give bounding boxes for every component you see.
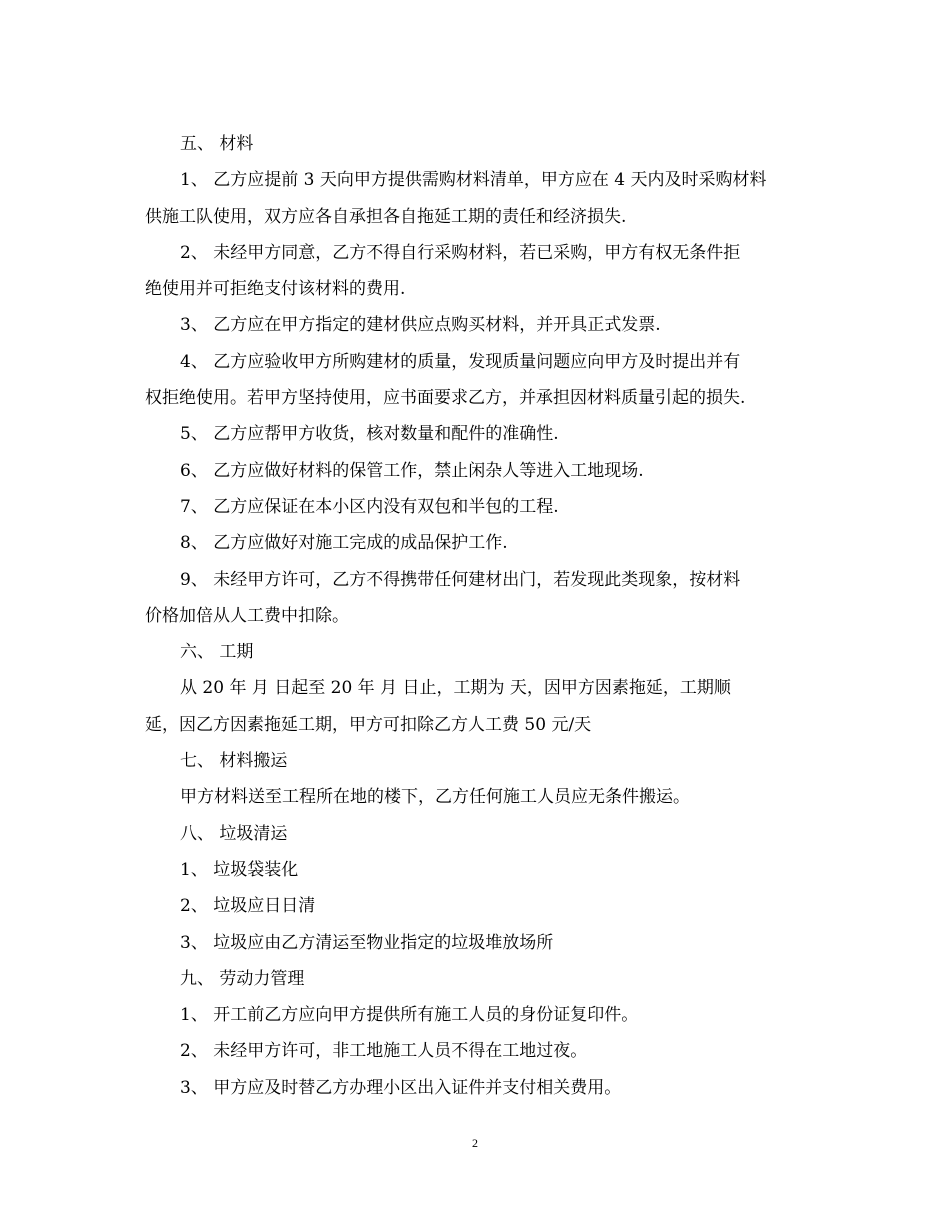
paragraph-line: 2、 垃圾应日日清 — [180, 896, 316, 917]
paragraph-line: 3、 垃圾应由乙方清运至物业指定的垃圾堆放场所 — [180, 932, 554, 953]
paragraph-line: 权拒绝使用。若甲方坚持使用，应书面要求乙方，并承担因材料质量引起的损失. — [145, 388, 746, 409]
section-heading: 九、 劳动力管理 — [180, 968, 305, 989]
paragraph-line: 2、 未经甲方同意，乙方不得自行采购材料，若已采购，甲方有权无条件拒 — [180, 242, 741, 263]
paragraph-line: 5、 乙方应帮甲方收货，核对数量和配件的准确性. — [180, 424, 559, 445]
paragraph-line: 1、 乙方应提前 3 天向甲方提供需购材料清单，甲方应在 4 天内及时采购材料 — [180, 170, 767, 191]
paragraph-line: 供施工队使用，双方应各自承担各自拖延工期的责任和经济损失. — [145, 206, 627, 227]
paragraph-line: 价格加倍从人工费中扣除。 — [145, 605, 349, 626]
paragraph-line: 延，因乙方因素拖延工期，甲方可扣除乙方人工费 50 元/天 — [145, 714, 592, 735]
paragraph-line: 甲方材料送至工程所在地的楼下，乙方任何施工人员应无条件搬运。 — [180, 787, 690, 808]
section-heading: 六、 工期 — [180, 642, 254, 663]
paragraph-line: 7、 乙方应保证在本小区内没有双包和半包的工程. — [180, 496, 559, 517]
paragraph-line: 6、 乙方应做好材料的保管工作，禁止闲杂人等进入工地现场. — [180, 460, 644, 481]
paragraph-line: 2、 未经甲方许可，非工地施工人员不得在工地过夜。 — [180, 1041, 588, 1062]
section-heading: 八、 垃圾清运 — [180, 823, 288, 844]
paragraph-line: 8、 乙方应做好对施工完成的成品保护工作. — [180, 533, 508, 554]
section-heading: 五、 材料 — [180, 134, 254, 154]
paragraph-line: 4、 乙方应验收甲方所购建材的质量，发现质量问题应向甲方及时提出并有 — [180, 351, 741, 372]
paragraph-line: 3、 乙方应在甲方指定的建材供应点购买材料，并开具正式发票. — [180, 315, 661, 336]
paragraph-line: 1、 开工前乙方应向甲方提供所有施工人员的身份证复印件。 — [180, 1005, 639, 1026]
paragraph-line: 9、 未经甲方许可，乙方不得携带任何建材出门，若发现此类现象，按材料 — [180, 569, 741, 590]
paragraph-line: 1、 垃圾袋装化 — [180, 859, 299, 880]
document-body — [145, 126, 810, 1106]
paragraph-line: 3、 甲方应及时替乙方办理小区出入证件并支付相关费用。 — [180, 1077, 622, 1098]
paragraph-line: 绝使用并可拒绝支付该材料的费用. — [145, 279, 406, 300]
page-number: 2 — [472, 1136, 478, 1150]
paragraph-line: 从 20 年 月 日起至 20 年 月 日止，工期为 天，因甲方因素拖延，工期顺 — [180, 678, 731, 699]
section-heading: 七、 材料搬运 — [180, 751, 288, 772]
